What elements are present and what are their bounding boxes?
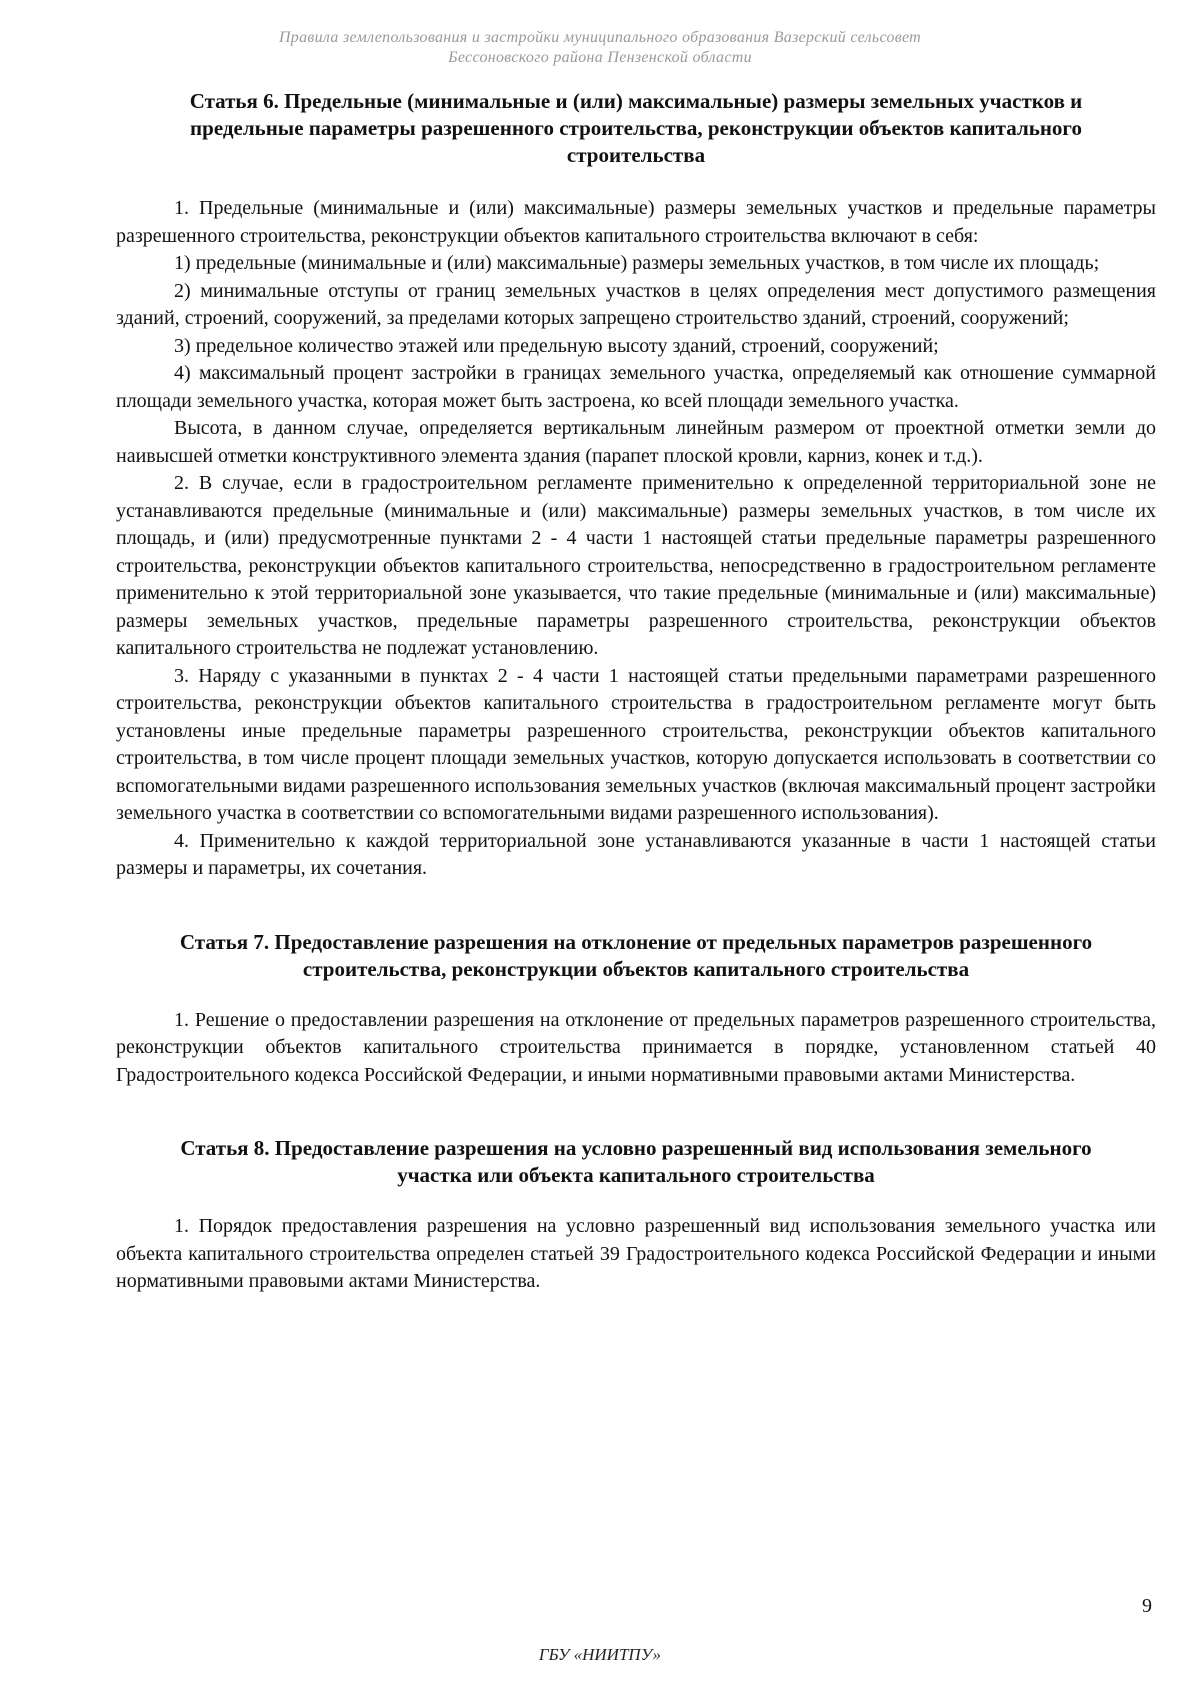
article-7-section [116,929,1156,1090]
article-7-title: Статья 7. Предоставление разрешения на отклонение от предельных параметров разрешенного строительства, реконструкции объектов капитального строительства [179,929,1093,981]
page-number: 9 [1142,1595,1152,1617]
running-header-line-2: Бессоновского района Пензенской области [448,49,752,66]
article-6-paragraph: 4. Применительно к каждой территориальной зоне устанавливаются указанные в части 1 настоящей статьи размеры и параметры, их сочетания. [116,829,1156,879]
article-8-title: Статья 8. Предоставление разрешения на условно разрешенный вид использования земельного участка или объекта капитального строительства [180,1136,1092,1187]
article-6-paragraph: 1) предельные (минимальные и (или) максимальные) размеры земельных участков, в том числе их площадь; [174,252,1100,274]
article-6-paragraph: 4) максимальный процент застройки в границах земельного участка, определяемый как отношение суммарной площади земельного участка, которая может быть застроена, ко всей площади земельного участка. [116,362,1156,412]
article-7-paragraph: 1. Решение о предоставлении разрешения на отклонение от предельных параметров разрешенного строительства, реконструкции объектов капитального строительства принимается в порядке, установленном статьей 40 Градостроительного кодекса Российской Федерации, и иными нормативными правовыми актами Министерства. [116,1008,1156,1086]
document-body [116,88,1156,1296]
article-6-paragraph: 1. Предельные (минимальные и (или) максимальные) размеры земельных участков и предельные параметры разрешенного строительства, реконструкции объектов капитального строительства включают в себя: [116,197,1156,247]
article-6-paragraph: Высота, в данном случае, определяется вертикальным линейным размером от проектной отметки земли до наивысшей отметки конструктивного элемента здания (парапет плоской кровли, карниз, конек и т.д.). [116,417,1156,467]
article-6-paragraph: 3. Наряду с указанными в пунктах 2 - 4 части 1 настоящей статьи предельными параметрами разрешенного строительства, реконструкции объектов капитального строительства в градостроительном регламенте могут быть установлены иные предельные параметры разрешенного строительства, реконструкции объектов капитального строительства, в том числе процент площади земельных участков, которую допускается использовать в соответствии со вспомогательными видами разрешенного использования земельных участков (включая максимальный процент застройки земельного участка в соответствии со вспомогательными видами разрешенного использования). [116,664,1156,824]
running-header-line-1: Правила землепользования и застройки муниципального образования Вазерский сельсовет [278,29,922,46]
article-8-section [116,1135,1156,1296]
article-6-title: Статья 6. Предельные (минимальные и (или) максимальные) размеры земельных участков и предельные параметры разрешенного строительства, реконструкции объектов капитального строительства [189,89,1083,167]
article-6-section [116,88,1156,883]
article-6-paragraph: 3) предельное количество этажей или предельную высоту зданий, строений, сооружений; [174,334,939,357]
running-header [150,28,1050,68]
article-6-paragraph: 2) минимальные отступы от границ земельных участков в целях определения мест допустимого размещения зданий, строений, сооружений, за пределами которых запрещено строительство зданий, строений, сооружений; [116,279,1156,329]
footer-organization: ГБУ «НИИТПУ» [538,1645,662,1664]
article-8-paragraph: 1. Порядок предоставления разрешения на условно разрешенный вид использования земельного участка или объекта капитального строительства определен статьей 39 Градостроительного кодекса Российской Федерации и иными нормативными правовыми актами Министерства. [116,1215,1156,1292]
article-6-paragraph: 2. В случае, если в градостроительном регламенте применительно к определенной территориальной зоне не устанавливаются предельные (минимальные и (или) максимальные) размеры земельных участков, в том числе их площадь, и (или) предусмотренные пунктами 2 - 4 части 1 настоящей статьи предельные параметры разрешенного строительства, реконструкции объектов капитального строительства, непосредственно в градостроительном регламенте применительно к этой территориальной зоне указывается, что такие предельные (минимальные и (или) максимальные) размеры земельных участков, предельные параметры разрешенного строительства, реконструкции объектов капитального строительства не подлежат установлению. [116,472,1156,659]
